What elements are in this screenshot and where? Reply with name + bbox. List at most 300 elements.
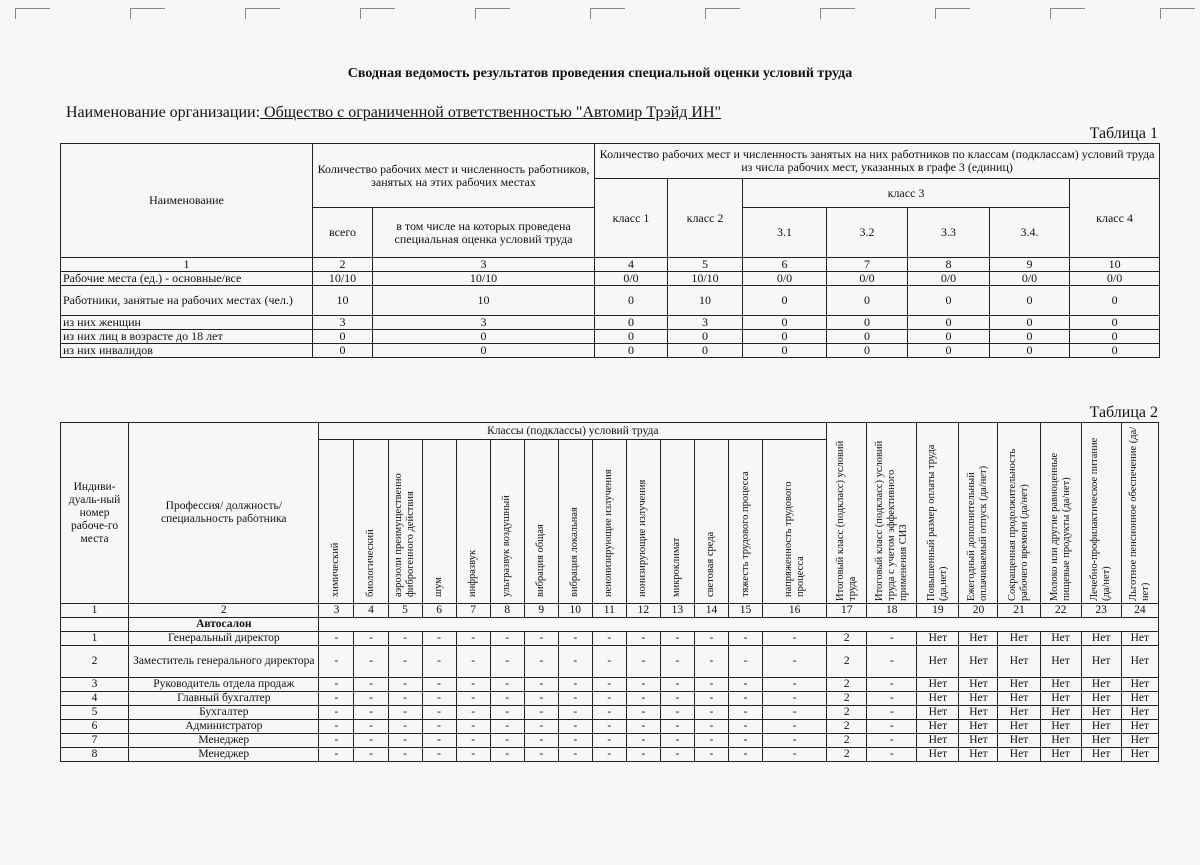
header-extra [1081,423,1121,604]
column-number: 1 [61,258,313,272]
factor-class: - [729,734,763,748]
factor-class: - [592,646,626,678]
profession: Генеральный директор [129,632,319,646]
header-factor-text: вибрация общая [535,523,547,597]
header-factor-text: химический [330,542,342,597]
total-class: 2 [827,678,867,692]
column-number: 22 [1040,604,1081,618]
cell-value: 0 [595,330,668,344]
benefit: Нет [1040,692,1081,706]
benefit: Нет [917,748,959,762]
table-row [61,330,1160,344]
cell-value: 0 [908,330,990,344]
factor-class: - [626,632,660,646]
benefit: Нет [917,678,959,692]
total-class: 2 [827,734,867,748]
factor-class: - [319,632,354,646]
header-factor-text: неионизирующие излучения [603,468,615,597]
benefit: Нет [959,734,998,748]
cell-value: 0 [595,344,668,358]
table-row [61,286,1160,316]
factor-class: - [626,646,660,678]
cell-value: 0 [1070,286,1160,316]
factor-class: - [558,706,592,720]
factor-class: - [660,720,694,734]
column-number: 3 [319,604,354,618]
total-class: 2 [827,646,867,678]
header-extra-text: Лечебно-профилактическое питание (да/нет) [1089,437,1113,601]
header-extra [959,423,998,604]
factor-class: - [490,678,524,692]
column-number: 12 [626,604,660,618]
header-extra [867,423,917,604]
profession: Менеджер [129,748,319,762]
table-row [61,272,1160,286]
benefit: Нет [1121,706,1158,720]
header-factor [592,440,626,604]
table-row [61,706,1159,720]
header-factor-text: микроклимат [671,537,683,597]
benefit: Нет [959,692,998,706]
header-factor-text: ультразвук воздушный [501,494,513,597]
header-factor-text: биологический [365,528,376,597]
benefit: Нет [959,632,998,646]
header-factor [422,440,456,604]
factor-class: - [354,632,388,646]
benefit: Нет [1081,748,1121,762]
total-class: 2 [827,748,867,762]
benefit: Нет [998,720,1040,734]
column-number: 6 [743,258,827,272]
benefit: Нет [1121,692,1158,706]
cell-value: 0 [373,344,595,358]
factor-class: - [558,646,592,678]
column-number: 2 [313,258,373,272]
cell-value: 10 [373,286,595,316]
total-class: 2 [827,632,867,646]
factor-class: - [524,678,558,692]
header-assessed: в том числе на которых проведена специальная оценка условий труда [373,208,595,258]
header-factor [524,440,558,604]
profession: Администратор [129,720,319,734]
column-number: 4 [595,258,668,272]
factor-class: - [694,748,728,762]
cell-value: 0 [668,330,743,344]
header-extra-text: Повышенный размер оплаты труда (да,нет) [925,444,949,601]
factor-class: - [626,692,660,706]
table2-caption: Таблица 2 [1089,404,1158,421]
column-number: 7 [827,258,908,272]
benefit: Нет [1040,678,1081,692]
factor-class: - [763,720,827,734]
cell-value: 0 [313,330,373,344]
header-extra [827,423,867,604]
benefit: Нет [1121,646,1158,678]
cell-value: 0/0 [827,272,908,286]
cell-value: 0 [827,286,908,316]
factor-class: - [490,748,524,762]
total-class: 2 [827,692,867,706]
factor-class: - [388,706,422,720]
cell-value: 0 [313,344,373,358]
factor-class: - [626,720,660,734]
column-number: 8 [908,258,990,272]
column-number: 9 [524,604,558,618]
benefit: Нет [1040,646,1081,678]
factor-class: - [456,748,490,762]
factor-class: - [422,692,456,706]
factor-class: - [694,646,728,678]
organization-name: Общество с ограниченной ответственностью "Автомир Трэйд ИН" [260,104,722,121]
table-row [61,316,1160,330]
benefit: Нет [1121,734,1158,748]
factor-class: - [626,706,660,720]
factor-class: - [694,678,728,692]
factor-class: - [592,678,626,692]
benefit: Нет [959,706,998,720]
benefit: Нет [1081,720,1121,734]
factor-class: - [354,734,388,748]
header-extra [998,423,1040,604]
benefit: Нет [998,646,1040,678]
class-with-ppe: - [867,632,917,646]
cell-value: 10/10 [668,272,743,286]
header-factor [694,440,728,604]
factor-class: - [456,646,490,678]
header-factor-text: напряженность трудового процесса [782,481,806,597]
factor-class: - [763,748,827,762]
factor-class: - [558,678,592,692]
benefit: Нет [917,720,959,734]
factor-class: - [729,748,763,762]
cell-value: 0 [827,344,908,358]
column-number: 11 [592,604,626,618]
factor-class: - [456,632,490,646]
factor-class: - [456,706,490,720]
benefit: Нет [998,748,1040,762]
factor-class: - [558,692,592,706]
benefit: Нет [998,692,1040,706]
cell-value: 0 [908,286,990,316]
header-sub-3-2: 3.2 [827,208,908,258]
column-number: 23 [1081,604,1121,618]
table-row [61,646,1159,678]
header-conditions: Классы (подклассы) условий труда [319,423,827,440]
cell-value: 0 [743,286,827,316]
header-factor [388,440,422,604]
class-with-ppe: - [867,720,917,734]
factor-class: - [319,748,354,762]
cell-value: 3 [373,316,595,330]
factor-class: - [592,692,626,706]
factor-class: - [319,720,354,734]
header-class4: класс 4 [1070,179,1160,258]
table-row [61,632,1159,646]
factor-class: - [456,720,490,734]
benefit: Нет [1081,646,1121,678]
class-with-ppe: - [867,734,917,748]
row-label: из них лиц в возрасте до 18 лет [61,330,313,344]
factor-class: - [592,720,626,734]
workplace-id: 6 [61,720,129,734]
header-factor [558,440,592,604]
factor-class: - [694,692,728,706]
table-row [61,734,1159,748]
factor-class: - [592,734,626,748]
factor-class: - [592,748,626,762]
workplace-id: 4 [61,692,129,706]
cell-value: 0 [990,330,1070,344]
cell-value: 0 [373,330,595,344]
document-title: Сводная ведомость результатов проведения специальной оценки условий труда [347,66,853,81]
total-class: 2 [827,720,867,734]
factor-class: - [558,632,592,646]
factor-class: - [354,720,388,734]
table-row [61,692,1159,706]
header-factor-text: шум [433,576,445,597]
cell-value: 0 [908,344,990,358]
column-number: 10 [1070,258,1160,272]
factor-class: - [490,632,524,646]
header-profession: Профессия/ должность/ специальность работника [129,423,319,604]
cell-value: 0 [743,330,827,344]
cell-value: 0 [595,286,668,316]
cell-value: 0 [1070,344,1160,358]
factor-class: - [490,734,524,748]
header-factor [354,440,388,604]
factor-class: - [694,706,728,720]
class-with-ppe: - [867,692,917,706]
column-number: 6 [422,604,456,618]
factor-class: - [626,734,660,748]
factor-class: - [422,734,456,748]
header-factor-text: инфразвук [467,549,479,597]
header-extra [1121,423,1158,604]
profession: Руководитель отдела продаж [129,678,319,692]
workplace-id: 3 [61,678,129,692]
cell-value: 0 [668,344,743,358]
benefit: Нет [1121,720,1158,734]
factor-class: - [490,706,524,720]
header-sub-3-1: 3.1 [743,208,827,258]
header-classes: Количество рабочих мест и численность занятых на них работников по классам (подклассам) условий труда из числа рабочих мест, указанных в графе 3 (единиц) [595,144,1160,179]
benefit: Нет [917,734,959,748]
benefit: Нет [959,748,998,762]
factor-class: - [524,706,558,720]
section-title: Автосалон [129,618,319,632]
column-number: 5 [668,258,743,272]
column-numbers-row [61,604,1159,618]
factor-class: - [524,692,558,706]
header-sub-3-4: 3.4. [990,208,1070,258]
factor-class: - [524,720,558,734]
benefit: Нет [998,632,1040,646]
factor-class: - [660,678,694,692]
header-factor [490,440,524,604]
class-with-ppe: - [867,646,917,678]
header-name: Наименование [61,144,313,258]
row-label: из них женщин [61,316,313,330]
factor-class: - [763,632,827,646]
total-class: 2 [827,706,867,720]
factor-class: - [490,646,524,678]
header-extra-text: Молоко или другие равноценные пищевые продукты (да/нет) [1048,452,1072,601]
header-class3: класс 3 [743,179,1070,208]
header-factor [319,440,354,604]
row-label: Работники, занятые на рабочих местах (чел.) [61,286,313,316]
cell-value: 0/0 [743,272,827,286]
factor-class: - [763,734,827,748]
factor-class: - [763,646,827,678]
header-class1: класс 1 [595,179,668,258]
header-class2: класс 2 [668,179,743,258]
cell-value: 10 [668,286,743,316]
table-row [61,720,1159,734]
factor-class: - [422,632,456,646]
factor-class: - [319,706,354,720]
header-extra-text: Ежегодный дополнительный оплачиваемый отпуск (да/нет) [966,465,990,601]
factor-class: - [388,748,422,762]
profession: Бухгалтер [129,706,319,720]
factor-class: - [660,748,694,762]
benefit: Нет [998,678,1040,692]
workplace-table [60,422,1159,762]
table1-caption: Таблица 1 [1089,125,1158,142]
factor-class: - [763,692,827,706]
table-row [61,678,1159,692]
cell-value: 0 [990,286,1070,316]
header-extra-text: Льготное пенсионное обеспечение (да/нет) [1127,426,1151,601]
factor-class: - [354,678,388,692]
benefit: Нет [959,678,998,692]
factor-class: - [729,678,763,692]
benefit: Нет [959,646,998,678]
column-number: 8 [490,604,524,618]
row-label: из них инвалидов [61,344,313,358]
column-number: 16 [763,604,827,618]
factor-class: - [729,632,763,646]
factor-class: - [660,646,694,678]
factor-class: - [422,646,456,678]
factor-class: - [592,706,626,720]
table-row [61,748,1159,762]
cell-value: 0 [908,316,990,330]
cell-value: 0 [743,316,827,330]
cell-value: 3 [668,316,743,330]
factor-class: - [490,720,524,734]
organization-label: Наименование организации: [66,104,261,121]
benefit: Нет [1121,678,1158,692]
benefit: Нет [1081,678,1121,692]
factor-class: - [660,706,694,720]
header-factor [729,440,763,604]
factor-class: - [729,646,763,678]
header-factor [660,440,694,604]
column-number: 9 [990,258,1070,272]
factor-class: - [626,678,660,692]
column-number: 10 [558,604,592,618]
factor-class: - [319,678,354,692]
factor-class: - [354,706,388,720]
factor-class: - [694,632,728,646]
class-with-ppe: - [867,748,917,762]
column-number: 20 [959,604,998,618]
header-factor-text: тяжесть трудового процесса [739,470,751,597]
column-number: 15 [729,604,763,618]
header-sub-3-3: 3.3 [908,208,990,258]
benefit: Нет [959,720,998,734]
factor-class: - [456,692,490,706]
factor-class: - [660,692,694,706]
factor-class: - [422,706,456,720]
header-extra-text: Итоговый класс (подкласс) условий труда с учетом эффективного применения СИЗ [873,440,909,601]
header-extra [917,423,959,604]
column-number: 4 [354,604,388,618]
factor-class: - [490,692,524,706]
factor-class: - [763,706,827,720]
factor-class: - [558,748,592,762]
header-count: Количество рабочих мест и численность работников, занятых на этих рабочих местах [313,144,595,208]
benefit: Нет [1081,632,1121,646]
factor-class: - [524,632,558,646]
benefit: Нет [917,692,959,706]
column-number: 24 [1121,604,1158,618]
header-factor-text: аэрозоли преимущественно фиброгенного действия [393,472,417,597]
factor-class: - [422,720,456,734]
workplace-id: 1 [61,632,129,646]
header-factor [456,440,490,604]
factor-class: - [592,632,626,646]
cell-value: 0 [827,330,908,344]
workplace-id: 7 [61,734,129,748]
header-workplace-id: Индиви-дуаль-ный номер рабоче-го места [61,423,129,604]
column-number: 19 [917,604,959,618]
factor-class: - [524,646,558,678]
column-number: 14 [694,604,728,618]
cell-value: 10 [313,286,373,316]
column-number: 13 [660,604,694,618]
class-with-ppe: - [867,706,917,720]
column-number: 5 [388,604,422,618]
table-row [61,344,1160,358]
benefit: Нет [1121,632,1158,646]
benefit: Нет [1040,720,1081,734]
profession: Менеджер [129,734,319,748]
factor-class: - [422,748,456,762]
column-number: 2 [129,604,319,618]
factor-class: - [660,632,694,646]
column-number: 21 [998,604,1040,618]
factor-class: - [558,734,592,748]
scan-top-marks [0,8,1200,28]
factor-class: - [319,646,354,678]
profession: Заместитель генерального директора [129,646,319,678]
benefit: Нет [998,706,1040,720]
cell-value: 0/0 [990,272,1070,286]
header-factor-text: ионизирующие излучения [637,479,649,597]
factor-class: - [319,692,354,706]
cell-value: 0/0 [908,272,990,286]
class-with-ppe: - [867,678,917,692]
benefit: Нет [1081,706,1121,720]
cell-value: 0 [1070,316,1160,330]
column-numbers-row [61,258,1160,272]
row-label: Рабочие места (ед.) - основные/все [61,272,313,286]
factor-class: - [388,720,422,734]
benefit: Нет [917,646,959,678]
factor-class: - [763,678,827,692]
header-extra-text: Сокращенная продолжительность рабочего времени (да/нет) [1007,448,1030,601]
